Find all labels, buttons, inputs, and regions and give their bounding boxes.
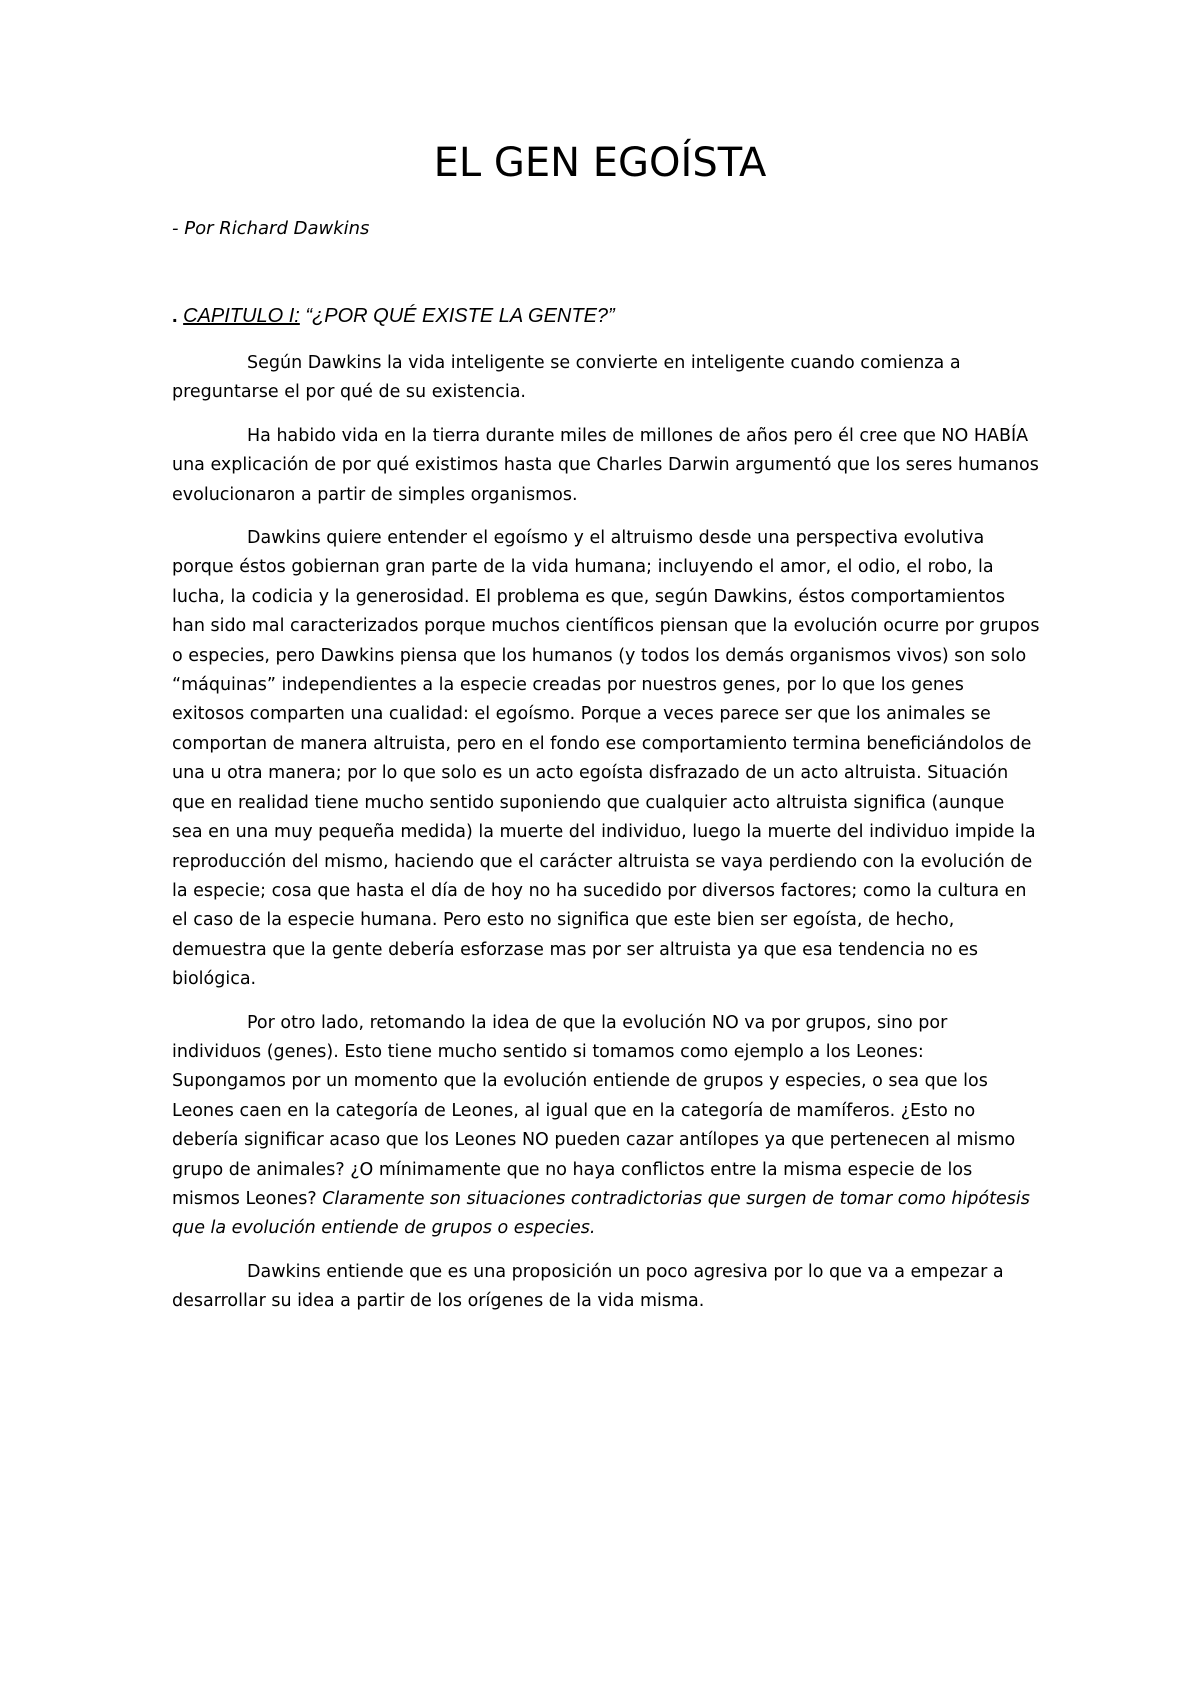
paragraph-4-end: . bbox=[589, 1218, 596, 1239]
document-title: EL GEN EGOÍSTA bbox=[433, 140, 767, 186]
chapter-heading bbox=[172, 305, 615, 328]
paragraph-5: Dawkins entiende que es una proposición un poco agresiva por lo que va a empezar a desarrollar su idea a partir de los orígenes de la vida misma. bbox=[172, 1261, 1004, 1312]
chapter-label: CAPITULO I: bbox=[183, 305, 300, 327]
body-text bbox=[172, 349, 1040, 1331]
author-line: - Por Richard Dawkins bbox=[172, 218, 370, 239]
chapter-bullet: . bbox=[172, 305, 178, 327]
paragraph-1: Según Dawkins la vida inteligente se convierte en inteligente cuando comienza a preguntarse el por qué de su existencia. bbox=[172, 353, 961, 403]
paragraph-3: Dawkins quiere entender el egoísmo y el altruismo desde una perspectiva evolutiva porque éstos gobiernan gran parte de la vida humana; incluyendo el amor, el odio, el robo, la lucha, la codicia y la generosidad. El problema es que, según Dawkins, éstos comportamientos han sido mal caracterizados porque muchos científicos piensan que la evolución ocurre por grupos o especies, pero Dawkins piensa que los humanos (y todos los demás organismos vivos) son solo “máquinas” independientes a la especie creadas por nuestros genes, por lo que los genes exitosos comparten una cualidad: el egoísmo. Porque a veces parece ser que los animales se comportan de manera altruista, pero en el fondo ese comportamiento termina beneficiándolos de una u otra manera; por lo que solo es un acto egoísta disfrazado de un acto altruista. Situación que en realidad tiene mucho sentido suponiendo que cualquier acto altruista significa (aunque sea en una muy pequeña medida) la muerte del individuo, luego la muerte del individuo impide la reproducción del mismo, haciendo que el carácter altruista se vaya perdiendo con la evolución de la especie; cosa que hasta el día de hoy no ha sucedido por diversos factores; como la cultura en el caso de la especie humana. Pero esto no significa que este bien ser egoísta, de hecho, demuestra que la gente debería esforzase mas por ser altruista ya que esa tendencia no es biológica. bbox=[172, 528, 1040, 990]
chapter-title: “¿POR QUÉ EXISTE LA GENTE?” bbox=[299, 305, 615, 327]
paragraph-2: Ha habido vida en la tierra durante miles de millones de años pero él cree que NO HABÍA una explicación de por qué existimos hasta que Charles Darwin argumentó que los seres humanos evolucionaron a partir de simples organismos. bbox=[172, 425, 1039, 505]
paragraph-4-text: Por otro lado, retomando la idea de que la evolución NO va por grupos, sino por individuos (genes). Esto tiene mucho sentido si tomamos como ejemplo a los Leones: Supongamos por un momento que la evolución entiende de grupos y especies, o sea que los Leones caen en la categoría de Leones, al igual que en la categoría de mamíferos. ¿Esto no debería significar acaso que los Leones NO pueden cazar antílopes ya que pertenecen al mismo grupo de animales? ¿O mínimamente que no haya conflictos entre la misma especie de los mismos Leones? bbox=[172, 1012, 1016, 1209]
paragraph-4 bbox=[172, 1009, 1040, 1244]
paragraph-4-italic: Claramente son situaciones contradictorias que surgen de tomar como hipótesis que la evolución entiende de grupos o especies bbox=[172, 1188, 1030, 1239]
